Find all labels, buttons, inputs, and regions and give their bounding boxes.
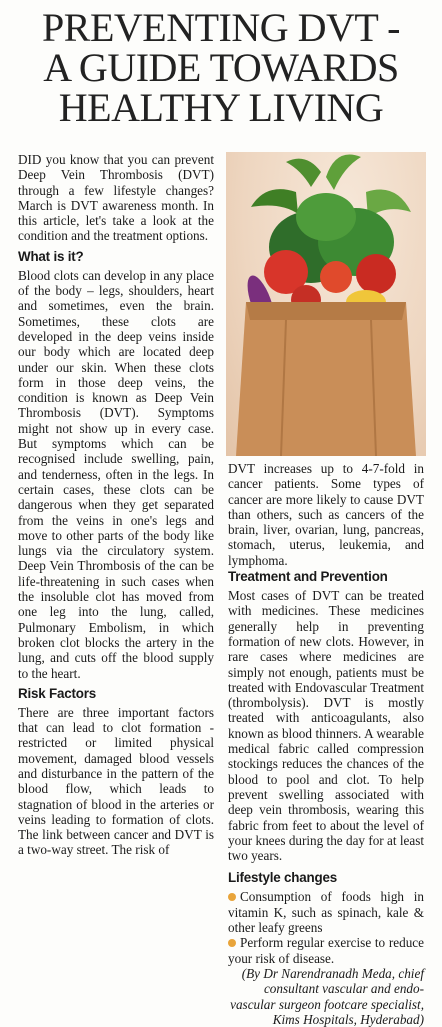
what-is-it-paragraph: Blood clots can develop in any place of the body – legs, shoulders, heart and sometimes, even the brain. Sometimes, these clots are developed in the deep veins inside our body which are located deep under our skin. When these clots form in those deep veins, the condition is known as Deep Vein Thrombosis (DVT). Symptoms might not show up in every case. But symptoms which can be recognised include swelling, pain, and tenderness, often in the legs. In certain cases, these clots can be dangerous when they get separated from the veins in one's legs and move to other parts of the body like lungs via the circulatory system. Deep Vein Thrombosis of the can be life-threatening in such cases when the insoluble clot has moved from one leg into the lung, called, Pulmonary Embolism, in which broken clot blocks the artery in the lung, and cuts off the blood supply to the heart.	[18, 267, 214, 681]
lifestyle-bullet-1: Consumption of foods high in vitamin K, such as spinach, kale & other leafy greens	[228, 889, 424, 936]
treatment-paragraph: Most cases of DVT can be treated with medicines. These medicines generally help in preventing formation of new clots. However, in rare cases where medicines are simply not enough, patients must be treated with Endovascular Treatment (thrombolysis). DVT is mostly treated with anticoagulants, also known as blood thinners. A wearable medical fabric called compression stockings reduces the chances of the blood to pool and clot. To help prevent swelling associated with deep vein thrombosis, wearing this fabric from feet to about the level of your knees during the day for at least two years.	[228, 588, 424, 864]
bullet-icon	[228, 939, 236, 947]
author-byline: (By Dr Narendranadh Meda, chief consultant vascular and endo-vascular surgeon footcare specialist, Kims Hospitals, Hyderabad)	[230, 965, 424, 1027]
bullet-icon	[228, 893, 236, 901]
risk-factors-paragraph: There are three important factors that can lead to clot formation - restricted or limited physical movement, damaged blood vessels and disturbance in the pattern of the blood flow, which leads to stagnation of blood in the arteries or veins leading to formation of clots. The link between cancer and DVT is a two-way street. The risk of	[18, 704, 214, 858]
lifestyle-bullet-2: Perform regular exercise to reduce your risk of disease.	[228, 935, 424, 966]
article-left-column	[18, 152, 214, 858]
treatment-heading: Treatment and Prevention	[228, 569, 388, 585]
risk-factors-continued: DVT increases up to 4-7-fold in cancer patients. Some types of cancer are more likely to cause DVT than others, such as cancers of the brain, liver, ovarian, lung, pancreas, stomach, uterus, leukemia, and lymphoma.	[228, 461, 424, 568]
intro-paragraph: DID you know that you can prevent Deep Vein Thrombosis (DVT) through a few lifestyle changes? March is DVT awareness month. In this article, let's take a look at the condition and the treatment options.	[18, 152, 214, 244]
article-right-column	[228, 461, 424, 1027]
headline-line-2: A GUIDE TOWARDS	[43, 45, 399, 90]
vegetable-bag-illustration	[226, 152, 426, 456]
lifestyle-heading: Lifestyle changes	[228, 870, 337, 886]
vegetable-bag-photo	[226, 152, 426, 456]
headline-line-1: PREVENTING DVT -	[42, 5, 400, 50]
risk-factors-heading: Risk Factors	[18, 685, 96, 701]
headline-line-3: HEALTHY LIVING	[58, 85, 384, 130]
what-is-it-heading: What is it?	[18, 248, 84, 264]
headline	[0, 5, 442, 130]
